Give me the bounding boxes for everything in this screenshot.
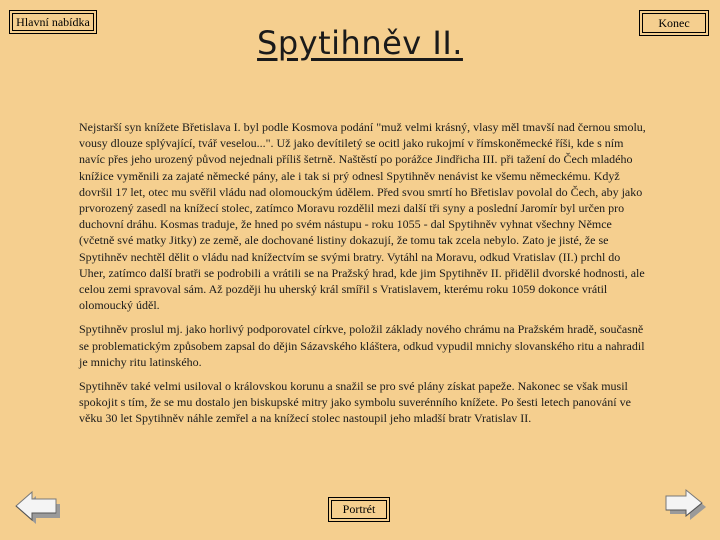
page-title: Spytihněv II. (257, 24, 463, 62)
paragraph: Nejstarší syn knížete Břetislava I. byl podle Kosmova podání "muž velmi krásný, vlasy měl tmavší nad černou smolu, vousy dlouze splývající, tvář veselou...". Už jako devítiletý se ocitl jako rukojmí v římskoněmecké říši, kde s ním navíc přes jeho urozený původ nejednali příliš šetrně. Naštěstí po porážce Jindřicha III. při tažení do Čech mladého knížice vyměnili za zajaté německé pány, ale i tak si prý odnesl Spytihněv nenávist ke všemu německému. Když dovršil 17 let, otec mu svěřil vládu nad olomouckým údělem. Před svou smrtí ho Břetislav povolal do Čech, aby jako prvorozený zasedl na knížecí stolec, zatímco Moravu rozdělil mezi další tři syny a poslední Jaromír byl určen pro duchovní dráhu. Kosmas traduje, že hned po svém nástupu - roku 1055 - dal Spytihněv vyhnat všechny Němce (včetně své matky Jitky) ze země, ale dochované listiny dokazují, že tomu tak zcela nebylo. Zato je jisté, že se Spytihněv nechtěl dělit o vládu nad knížectvím se svými bratry. Vytáhl na Moravu, odkud Vratislav (II.) prchl do Uher, zatímco další bratři se podrobili a vrátili se na Pražský hrad, kde jim Spytihněv II. přidělil dvorské hodnosti, ale celou zemi spravoval sám. Až později hu uherský král smířil s Vratislavem, kterému roku 1059 dokonce vrátil olomoucký úděl. (79, 120, 646, 313)
main-menu-button[interactable]: Hlavní nabídka (12, 13, 94, 31)
next-page-arrow (662, 488, 710, 522)
paragraph: Spytihněv proslul mj. jako horlivý podporovatel církve, položil základy nového chrámu na Pražském hradě, současně se problematickým způsobem zapsal do dějin Sázavského kláštera, odkud vypudil mnichy slovanského ritu a nahradil je mnichy ritu latinského. (79, 322, 645, 369)
article-body (79, 119, 649, 435)
arrow-left-icon[interactable] (14, 490, 64, 531)
paragraph: Spytihněv také velmi usiloval o královskou korunu a snažil se pro své plány získat papeže. Nakonec se však musil spokojit s tím, že se mu dostalo jen biskupské mitry jako symbolu suverénního knížete. Po šesti letech panování ve věku 30 let Spytihněv náhle zemřel a na knížecí stolec nastoupil jeho mladší bratr Vratislav II. (79, 379, 631, 426)
arrow-right-icon[interactable] (662, 488, 710, 527)
end-button[interactable]: Konec (642, 13, 706, 33)
portrait-button[interactable]: Portrét (331, 500, 387, 519)
previous-page-arrow (14, 490, 64, 526)
